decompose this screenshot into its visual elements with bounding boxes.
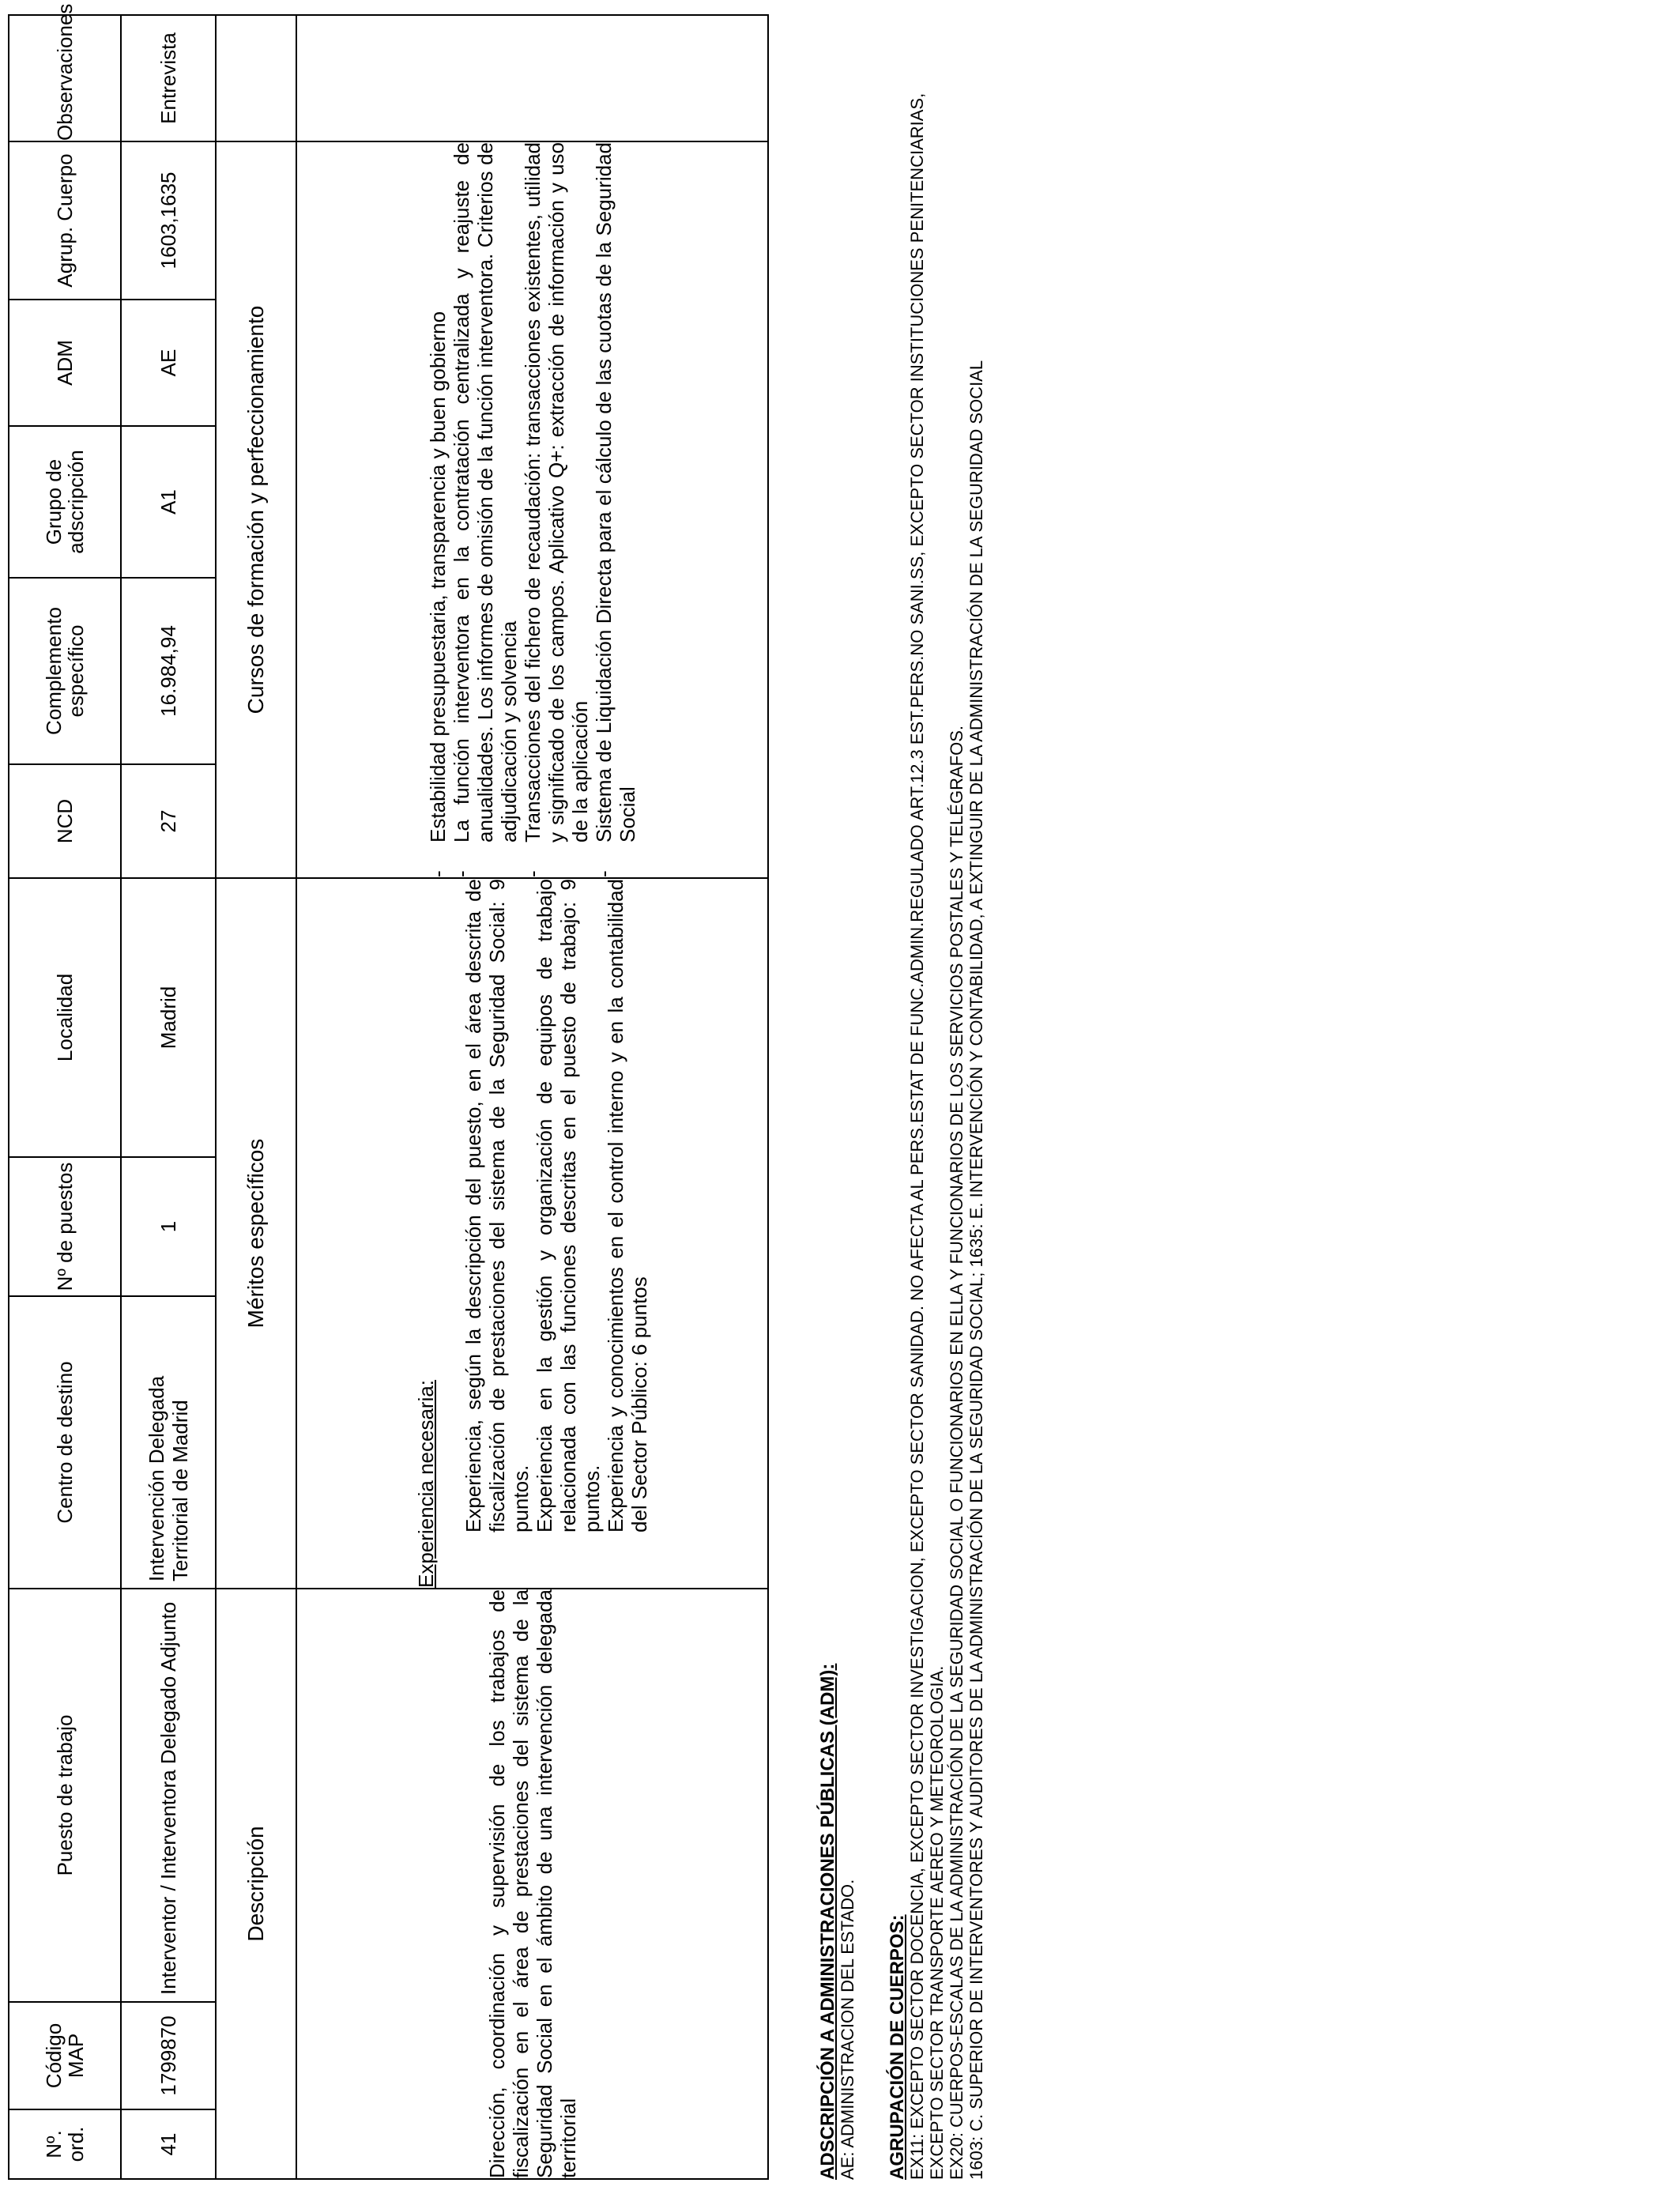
header-centro: Centro de destino	[9, 1296, 121, 1589]
table-row	[121, 15, 216, 2179]
descripcion-text: Dirección, coordinación y supervisión de los trabajos de fiscalización en el área de prestaciones del sistema de la Seguridad Social en el ámbito de una intervención delegada territorial	[484, 1589, 580, 2178]
cell-puesto: Interventor / Interventora Delegado Adjunto	[121, 1589, 216, 2002]
header-grupo: Grupo de adscripción	[9, 426, 121, 578]
header-complemento: Complemento específico	[9, 578, 121, 764]
header-ncd: NCD	[9, 764, 121, 878]
cell-ncd: 27	[121, 764, 216, 878]
section-cursos-title: Cursos de formación y perfeccionamiento	[216, 141, 296, 878]
section-meritos-title: Méritos específicos	[216, 878, 296, 1589]
adm-notes	[818, 46, 857, 2180]
header-adm: ADM	[9, 300, 121, 426]
cell-npuestos: 1	[121, 1157, 216, 1296]
agrup-note-line: EX11: EXCEPTO SECTOR DOCENCIA, EXCEPTO SECTOR INVESTIGACION, EXCEPTO SECTOR SANIDAD. NO AFECTA AL PERS.ESTAT DE FUNC.ADMIN.REGULADO ART.12.3 EST.PERS.NO SANI.SS, EXCEPTO SECTOR INSTITUCIONES PENITENCIARIAS, EXCEPTO SECTOR TRANSPORTE AEREO Y METEOROLOGIA.	[907, 92, 947, 2180]
cell-num: 41	[121, 2109, 216, 2179]
header-num: Nº. ord.	[9, 2109, 121, 2179]
curso-item: - La función interventora en la contratación centralizada y reajuste de anualidades. Los informes de omisión de la función interventora. Criterios de adjudicación y solvencia	[450, 142, 521, 877]
curso-item: - Transacciones del fichero de recaudación: transacciones existentes, utilidad y significado de los campos. Aplicativo Q+: extracción de información y uso de la aplicación	[521, 142, 592, 877]
job-position-table-container	[8, 3, 769, 2180]
agrup-note-line: EX20: CUERPOS-ESCALAS DE LA ADMINISTRACIÓN DE LA SEGURIDAD SOCIAL O FUNCIONARIOS EN ELLA Y FUNCIONARIOS DE LOS SERVICIOS POSTALES Y TELÉGRAFOS.	[947, 726, 966, 2180]
adm-notes-title: ADSCRIPCIÓN A ADMINISTRACIONES PÚBLICAS (ADM):	[817, 1663, 838, 2180]
cell-complemento: 16.984,94	[121, 578, 216, 764]
meritos-list	[461, 879, 651, 1588]
cell-observaciones: Entrevista	[121, 15, 216, 141]
section-body-row	[296, 15, 768, 2179]
cell-centro: Intervención Delegada Territorial de Madrid	[121, 1296, 216, 1589]
footnotes	[818, 46, 1016, 2180]
cell-agrup: 1603,1635	[121, 141, 216, 300]
cell-codigo: 1799870	[121, 2002, 216, 2109]
observaciones-body-cell	[296, 15, 768, 141]
merito-item: Experiencia y conocimientos en el control interno y en la contabilidad del Sector Público: 6 puntos	[603, 879, 651, 1532]
agrup-notes-title: AGRUPACIÓN DE CUERPOS:	[887, 1914, 908, 2180]
header-observaciones: Observaciones	[9, 15, 121, 141]
header-agrup: Agrup. Cuerpo	[9, 141, 121, 300]
curso-item: - Estabilidad presupuestaria, transparencia y buen gobierno	[426, 142, 450, 877]
meritos-heading: Experiencia necesaria:	[413, 1379, 438, 1588]
curso-item: - Sistema de Liquidación Directa para el cálculo de las cuotas de la Seguridad Social	[592, 142, 639, 877]
section-empty-cell	[216, 15, 296, 141]
header-puesto: Puesto de trabajo	[9, 1589, 121, 2002]
cursos-cell	[296, 141, 768, 878]
merito-item: Experiencia en la gestión y organización de equipos de trabajo relacionada con las funciones descritas en el puesto de trabajo: 9 puntos.	[532, 879, 604, 1532]
merito-item: Experiencia, según la descripción del puesto, en el área descrita de fiscalización de prestaciones del sistema de la Seguridad Social: 9 puntos.	[461, 879, 533, 1532]
agrup-note-line: 1603: C. SUPERIOR DE INTERVENTORES Y AUDITORES DE LA ADMINISTRACIÓN DE LA SEGURIDAD SOCIAL; 1635: E. INTERVENCIÓN Y CONTABILIDAD, A EXTINGUIR DE LA ADMINISTRACIÓN DE LA SEGURIDAD SOCIAL	[966, 360, 986, 2180]
section-descripcion-title: Descripción	[216, 1589, 296, 2179]
header-row	[9, 15, 121, 2179]
agrup-notes	[887, 46, 986, 2180]
job-position-table	[8, 3, 769, 2180]
adm-note-line: AE: ADMINISTRACION DEL ESTADO.	[838, 1879, 857, 2180]
header-localidad: Localidad	[9, 878, 121, 1157]
header-codigo: Código MAP	[9, 2002, 121, 2109]
cell-adm: AE	[121, 300, 216, 426]
header-npuestos: Nº de puestos	[9, 1157, 121, 1296]
cell-localidad: Madrid	[121, 878, 216, 1157]
cell-grupo: A1	[121, 426, 216, 578]
descripcion-cell	[296, 1589, 768, 2179]
meritos-cell	[296, 878, 768, 1589]
cursos-list	[426, 142, 639, 877]
section-header-row	[216, 15, 296, 2179]
